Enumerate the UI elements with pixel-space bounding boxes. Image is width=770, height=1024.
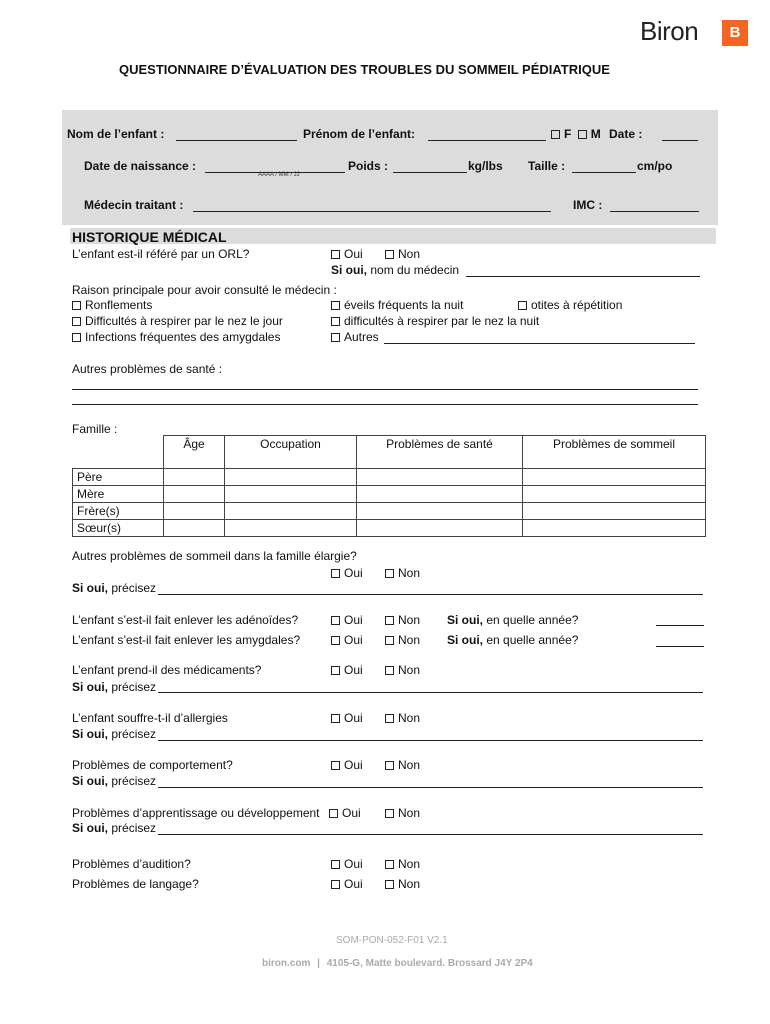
taille-field[interactable] — [572, 172, 636, 173]
allergies-si-oui — [72, 727, 156, 741]
nom-field[interactable] — [176, 140, 297, 141]
oui-label: Oui — [344, 663, 363, 677]
non-label: Non — [398, 857, 421, 871]
autres-sante-label: Autres problèmes de santé : — [72, 362, 223, 376]
m-label: M — [590, 127, 601, 141]
adenoides-annee — [447, 613, 578, 627]
medicaments-oui-checkbox[interactable] — [331, 666, 340, 675]
footer-separator: | — [317, 958, 320, 969]
non-label: Non — [398, 633, 421, 647]
q-audition: Problèmes d’audition? — [72, 857, 191, 871]
raison-2 — [72, 314, 283, 328]
amygdales-annee-field[interactable] — [656, 646, 704, 647]
oui-label: Oui — [344, 566, 363, 580]
autres-sante-line-2[interactable] — [72, 404, 698, 405]
medicaments-non — [385, 663, 420, 677]
footer-address: 4105-G, Matte boulevard. Brossard J4Y 2P4 — [326, 958, 533, 969]
q-adenoides: L’enfant s’est-il fait enlever les adénoïdes? — [72, 613, 299, 627]
famille-non — [385, 566, 420, 580]
medecin-label: Médecin traitant : — [84, 198, 184, 212]
raison-2-checkbox[interactable] — [72, 317, 81, 326]
apprentissage-oui-checkbox[interactable] — [329, 809, 338, 818]
table-corner — [73, 436, 164, 469]
table-cell[interactable] — [225, 486, 357, 503]
row-label: Frère(s) — [73, 503, 164, 520]
taille-unit: cm/po — [637, 159, 673, 173]
row-label: Père — [73, 469, 164, 486]
footer-line — [262, 958, 533, 969]
nom-medecin-label: nom du médecin — [370, 263, 460, 277]
q-medicaments: L’enfant prend-il des médicaments? — [72, 663, 262, 677]
audition-oui-checkbox[interactable] — [331, 860, 340, 869]
table-cell[interactable] — [523, 486, 706, 503]
adenoides-non-checkbox[interactable] — [385, 616, 394, 625]
table-row — [73, 520, 706, 537]
f-label: F — [564, 127, 572, 141]
poids-label: Poids : — [348, 159, 389, 173]
orl-oui — [331, 247, 363, 261]
non-label: Non — [398, 247, 421, 261]
table-cell[interactable] — [164, 503, 225, 520]
raison-3 — [72, 330, 280, 344]
biron-logo-text: Biron — [640, 16, 699, 46]
row-label: Sœur(s) — [73, 520, 164, 537]
non-label: Non — [398, 663, 421, 677]
imc-field[interactable] — [610, 211, 699, 212]
table-cell[interactable] — [523, 469, 706, 486]
oui-label: Oui — [344, 711, 363, 725]
precisez-label: précisez — [111, 727, 157, 741]
allergies-precisez-field[interactable] — [158, 740, 703, 741]
table-cell[interactable] — [225, 520, 357, 537]
q-amygdales: L’enfant s’est-il fait enlever les amygdales? — [72, 633, 301, 647]
oui-label: Oui — [344, 758, 363, 772]
raison-5-checkbox[interactable] — [331, 317, 340, 326]
amygdales-non — [385, 633, 420, 647]
table-cell[interactable] — [164, 520, 225, 537]
table-cell[interactable] — [357, 503, 523, 520]
quelle-annee-label: en quelle année? — [486, 613, 579, 627]
oui-label: Oui — [344, 877, 363, 891]
si-oui-label: Si oui, — [447, 633, 483, 647]
poids-unit: kg/lbs — [468, 159, 503, 173]
adenoides-non — [385, 613, 420, 627]
apprentissage-non — [385, 806, 420, 820]
oui-label: Oui — [344, 857, 363, 871]
famille-si-oui — [72, 581, 156, 595]
raison-5-label: difficultés à respirer par le nez la nuit — [344, 314, 540, 328]
langage-oui-checkbox[interactable] — [331, 880, 340, 889]
table-cell[interactable] — [225, 469, 357, 486]
nom-medecin-field[interactable] — [466, 276, 700, 277]
raison-6-checkbox[interactable] — [331, 333, 340, 342]
raison-1-checkbox[interactable] — [72, 301, 81, 310]
table-cell[interactable] — [164, 469, 225, 486]
si-oui-label: Si oui, — [72, 680, 108, 694]
adenoides-annee-field[interactable] — [656, 625, 704, 626]
date-format-hint: AAAA / MM / JJ — [258, 172, 300, 178]
famille-oui — [331, 566, 363, 580]
allergies-non-checkbox[interactable] — [385, 714, 394, 723]
raison-7 — [518, 298, 622, 312]
q-allergies: L’enfant souffre-t-il d’allergies — [72, 711, 228, 725]
comportement-non — [385, 758, 420, 772]
oui-label: Oui — [344, 247, 363, 261]
apprentissage-precisez-field[interactable] — [158, 834, 703, 835]
apprentissage-si-oui — [72, 821, 156, 835]
raison-3-checkbox[interactable] — [72, 333, 81, 342]
non-label: Non — [398, 566, 421, 580]
page-title: QUESTIONNAIRE D’ÉVALUATION DES TROUBLES DU SOMMEIL PÉDIATRIQUE — [119, 62, 610, 77]
biron-logo-mark: B — [722, 20, 748, 46]
naissance-label: Date de naissance : — [84, 159, 197, 173]
table-cell[interactable] — [357, 469, 523, 486]
imc-label: IMC : — [573, 198, 603, 212]
raison-4-label: éveils fréquents la nuit — [344, 298, 464, 312]
table-row — [73, 469, 706, 486]
medicaments-non-checkbox[interactable] — [385, 666, 394, 675]
medecin-field[interactable] — [193, 211, 551, 212]
oui-label: Oui — [344, 613, 363, 627]
table-row — [73, 486, 706, 503]
q-famille: Autres problèmes de sommeil dans la famille élargie? — [72, 549, 357, 563]
audition-non-checkbox[interactable] — [385, 860, 394, 869]
adenoides-oui-checkbox[interactable] — [331, 616, 340, 625]
q-comportement: Problèmes de comportement? — [72, 758, 233, 772]
medicaments-oui — [331, 663, 363, 677]
precisez-label: précisez — [111, 774, 157, 788]
prenom-label: Prénom de l’enfant: — [303, 127, 416, 141]
section-title: HISTORIQUE MÉDICAL — [72, 229, 227, 245]
raison-label: Raison principale pour avoir consulté le médecin : — [72, 283, 337, 297]
header-age: Âge — [164, 436, 225, 469]
date-label: Date : — [609, 127, 643, 141]
raison-autres-field[interactable] — [384, 343, 695, 344]
sex-checkboxes — [551, 127, 601, 141]
amygdales-oui — [331, 633, 363, 647]
date-field[interactable] — [662, 140, 698, 141]
taille-label: Taille : — [528, 159, 566, 173]
header-sante: Problèmes de santé — [357, 436, 523, 469]
raison-5 — [331, 314, 539, 328]
audition-non — [385, 857, 420, 871]
precisez-label: précisez — [111, 680, 157, 694]
si-oui-label: Si oui, — [447, 613, 483, 627]
quelle-annee-label: en quelle année? — [486, 633, 579, 647]
non-label: Non — [398, 877, 421, 891]
si-oui-label: Si oui, — [72, 774, 108, 788]
table-cell[interactable] — [357, 520, 523, 537]
nom-label: Nom de l’enfant : — [67, 127, 165, 141]
autres-sante-line-1[interactable] — [72, 389, 698, 390]
comportement-non-checkbox[interactable] — [385, 761, 394, 770]
adenoides-oui — [331, 613, 363, 627]
doc-code: SOM-PON-052-F01 V2.1 — [336, 935, 448, 946]
prenom-field[interactable] — [428, 140, 546, 141]
comportement-precisez-field[interactable] — [158, 787, 703, 788]
non-label: Non — [398, 613, 421, 627]
header-occupation: Occupation — [225, 436, 357, 469]
header-sommeil: Problèmes de sommeil — [523, 436, 706, 469]
langage-non — [385, 877, 420, 891]
apprentissage-oui — [329, 806, 361, 820]
raison-1-label: Ronflements — [85, 298, 153, 312]
table-header-row — [73, 436, 706, 469]
allergies-non — [385, 711, 420, 725]
table-cell[interactable] — [523, 503, 706, 520]
table-cell[interactable] — [357, 486, 523, 503]
raison-2-label: Difficultés à respirer par le nez le jour — [85, 314, 283, 328]
famille-table — [72, 435, 706, 537]
langage-oui — [331, 877, 363, 891]
raison-4 — [331, 298, 463, 312]
comportement-oui — [331, 758, 363, 772]
famille-precisez-field[interactable] — [158, 594, 703, 595]
poids-field[interactable] — [393, 172, 467, 173]
raison-7-checkbox[interactable] — [518, 301, 527, 310]
audition-oui — [331, 857, 363, 871]
q-apprentissage: Problèmes d’apprentissage ou développement — [72, 806, 320, 820]
female-checkbox[interactable] — [551, 130, 560, 139]
famille-non-checkbox[interactable] — [385, 569, 394, 578]
raison-3-label: Infections fréquentes des amygdales — [85, 330, 281, 344]
table-cell[interactable] — [523, 520, 706, 537]
si-oui-label: Si oui, — [72, 581, 108, 595]
precisez-label: précisez — [111, 821, 157, 835]
comportement-oui-checkbox[interactable] — [331, 761, 340, 770]
medicaments-si-oui — [72, 680, 156, 694]
table-cell[interactable] — [164, 486, 225, 503]
raison-7-label: otites à répétition — [531, 298, 623, 312]
allergies-oui-checkbox[interactable] — [331, 714, 340, 723]
orl-si-oui — [331, 263, 459, 277]
oui-label: Oui — [342, 806, 361, 820]
orl-non-checkbox[interactable] — [385, 250, 394, 259]
row-label: Mère — [73, 486, 164, 503]
footer-website[interactable]: biron.com — [262, 958, 311, 969]
apprentissage-non-checkbox[interactable] — [385, 809, 394, 818]
raison-4-checkbox[interactable] — [331, 301, 340, 310]
amygdales-non-checkbox[interactable] — [385, 636, 394, 645]
q-langage: Problèmes de langage? — [72, 877, 199, 891]
orl-oui-checkbox[interactable] — [331, 250, 340, 259]
famille-oui-checkbox[interactable] — [331, 569, 340, 578]
raison-1 — [72, 298, 152, 312]
amygdales-annee — [447, 633, 578, 647]
orl-non — [385, 247, 420, 261]
male-checkbox[interactable] — [578, 130, 587, 139]
si-oui-label: Si oui, — [72, 821, 108, 835]
langage-non-checkbox[interactable] — [385, 880, 394, 889]
non-label: Non — [398, 758, 421, 772]
famille-label: Famille : — [72, 422, 118, 436]
table-row — [73, 503, 706, 520]
precisez-label: précisez — [111, 581, 157, 595]
allergies-oui — [331, 711, 363, 725]
si-oui-label: Si oui, — [72, 727, 108, 741]
medicaments-precisez-field[interactable] — [158, 692, 703, 693]
amygdales-oui-checkbox[interactable] — [331, 636, 340, 645]
raison-6-label: Autres — [344, 330, 379, 344]
non-label: Non — [398, 806, 421, 820]
non-label: Non — [398, 711, 421, 725]
si-oui-label: Si oui, — [331, 263, 367, 277]
raison-6 — [331, 330, 379, 344]
oui-label: Oui — [344, 633, 363, 647]
table-cell[interactable] — [225, 503, 357, 520]
orl-question: L’enfant est-il référé par un ORL? — [72, 247, 250, 261]
comportement-si-oui — [72, 774, 156, 788]
